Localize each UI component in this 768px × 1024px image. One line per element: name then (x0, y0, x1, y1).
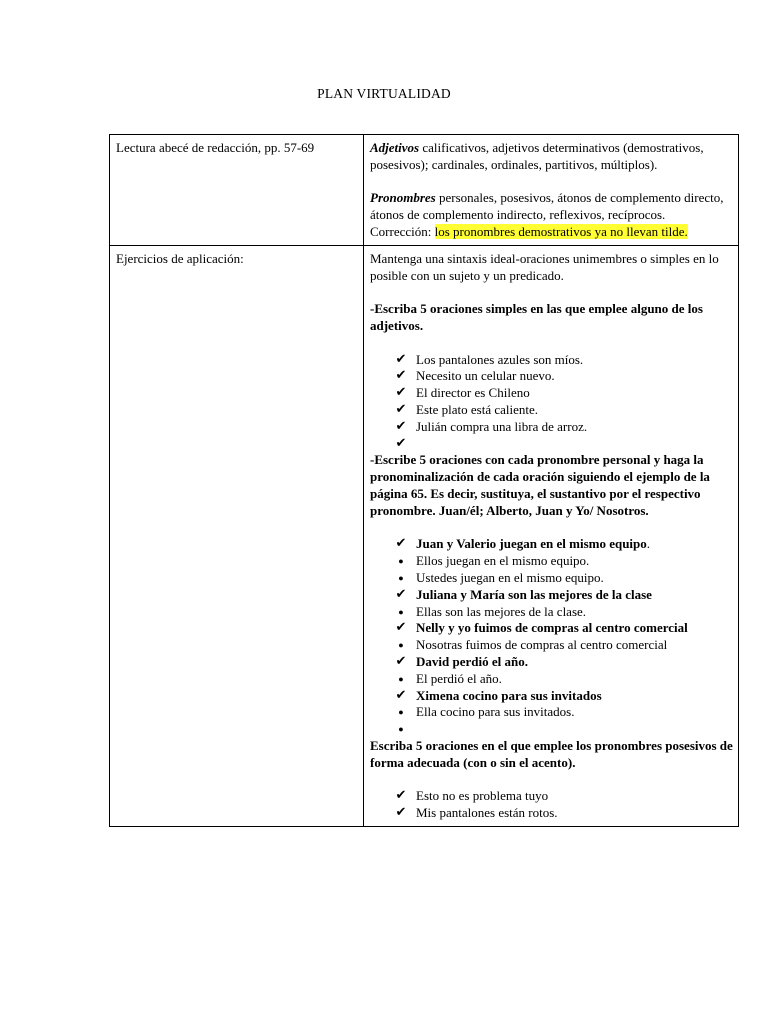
list-item-text: Julián compra una libra de arroz. (416, 418, 588, 434)
task1-instruction: -Escriba 5 oraciones simples en las que emplee alguno de los adjetivos. (370, 301, 703, 333)
task2-instruction: -Escribe 5 oraciones con cada pronombre personal y haga la pronominalización de cada oración siguiendo el ejemplo de la página 65. Es decir, sustituya, el sustantivo por el respectivo pronombre. Juan/él; Alberto, Juan y Yo/ Nosotros. (370, 452, 710, 518)
task3-instruction: Escriba 5 oraciones en el que emplee los pronombres posesivos de forma adecuada (con o sin el acento). (370, 737, 733, 770)
bullet-dot-icon: ● (398, 724, 404, 735)
pronombres-text: personales, posesivos, átonos de complemento directo, átonos de complemento indirecto, reflexivos, recíprocos. (370, 190, 724, 223)
list-item (392, 688, 734, 705)
plan-table (109, 134, 739, 827)
list-item-text: Ella cocino para sus invitados. (416, 704, 575, 720)
list-item (392, 570, 734, 587)
checkmark-icon: ✔ (395, 687, 407, 703)
adjective-sentence-list (370, 352, 734, 453)
bullet-dot-icon: ● (398, 556, 404, 567)
row2-right-cell (364, 245, 739, 826)
list-item (392, 402, 734, 419)
list-item (392, 805, 734, 822)
bullet-dot-icon: ● (398, 707, 404, 718)
list-item-tail: . (646, 536, 651, 552)
checkmark-icon: ✔ (395, 435, 407, 451)
list-item (392, 587, 734, 604)
list-item-text: Nosotras fuimos de compras al centro comercial (416, 637, 668, 653)
list-item (392, 704, 734, 721)
adjetivos-paragraph (370, 140, 734, 174)
list-item-text: El perdió el año. (416, 670, 502, 686)
list-item (392, 604, 734, 621)
possessive-sentence-list (370, 788, 734, 822)
list-item (392, 620, 734, 637)
list-item-text: Este plato está caliente. (416, 401, 539, 417)
list-item (392, 436, 734, 453)
list-item-text: David perdió el año. (416, 653, 528, 669)
list-item-text: Los pantalones azules son míos. (416, 351, 584, 367)
list-item-text: Juan y Valerio juegan en el mismo equipo (416, 536, 647, 552)
table-row (110, 245, 739, 826)
correccion-highlight: los pronombres demostrativos ya no llevan tilde. (434, 223, 688, 239)
list-item (392, 553, 734, 570)
list-item (392, 721, 734, 738)
checkmark-icon: ✔ (395, 788, 407, 804)
list-item (392, 385, 734, 402)
checkmark-icon: ✔ (395, 620, 407, 636)
list-item-text: Esto no es problema tuyo (416, 788, 549, 804)
adjetivos-text: calificativos, adjetivos determinativos (demostrativos, posesivos); cardinales, ordinales, partitivos, múltiplos). (370, 140, 704, 172)
pronombres-term: Pronombres (370, 190, 436, 206)
list-item-text: Necesito un celular nuevo. (416, 368, 555, 384)
table-row (110, 135, 739, 246)
checkmark-icon: ✔ (395, 536, 407, 552)
intro-paragraph: Mantenga una sintaxis ideal-oraciones unimembres o simples en lo posible con un sujeto y un predicado. (370, 250, 719, 283)
row1-right-cell (364, 135, 739, 246)
pronombres-paragraph (370, 190, 734, 224)
bullet-dot-icon: ● (398, 572, 404, 583)
checkmark-icon: ✔ (395, 351, 407, 367)
list-item (392, 368, 734, 385)
list-item-text: Juliana y María son las mejores de la clase (416, 586, 652, 602)
list-item-text: Nelly y yo fuimos de compras al centro comercial (416, 620, 688, 636)
checkmark-icon: ✔ (395, 401, 407, 417)
list-item (392, 671, 734, 688)
list-item (392, 654, 734, 671)
list-item-text: El director es Chileno (416, 385, 530, 401)
page-title: PLAN VIRTUALIDAD (317, 86, 451, 101)
list-item (392, 788, 734, 805)
list-item-text: Ximena cocino para sus invitados (416, 687, 602, 703)
list-item (392, 419, 734, 436)
adjetivos-term: Adjetivos (370, 140, 420, 155)
correccion-paragraph (370, 224, 734, 241)
correccion-label: Corrección: (370, 223, 435, 239)
list-item-text: Mis pantalones están rotos. (416, 805, 558, 821)
list-item (392, 637, 734, 654)
list-item-text: Ustedes juegan en el mismo equipo. (416, 569, 604, 585)
list-item (392, 536, 734, 553)
pronoun-sentence-list (370, 536, 734, 738)
bullet-dot-icon: ● (398, 606, 404, 617)
checkmark-icon: ✔ (395, 418, 407, 434)
checkmark-icon: ✔ (395, 586, 407, 602)
bullet-dot-icon: ● (398, 640, 404, 651)
bullet-dot-icon: ● (398, 673, 404, 684)
row2-left-cell: Ejercicios de aplicación: (110, 245, 364, 826)
list-item-text: Ellas son las mejores de la clase. (416, 603, 587, 619)
checkmark-icon: ✔ (395, 805, 407, 821)
checkmark-icon: ✔ (395, 653, 407, 669)
list-item-text: Ellos juegan en el mismo equipo. (416, 553, 590, 569)
checkmark-icon: ✔ (395, 385, 407, 401)
row1-left-cell: Lectura abecé de redacción, pp. 57-69 (110, 135, 364, 246)
checkmark-icon: ✔ (395, 368, 407, 384)
list-item (392, 352, 734, 369)
